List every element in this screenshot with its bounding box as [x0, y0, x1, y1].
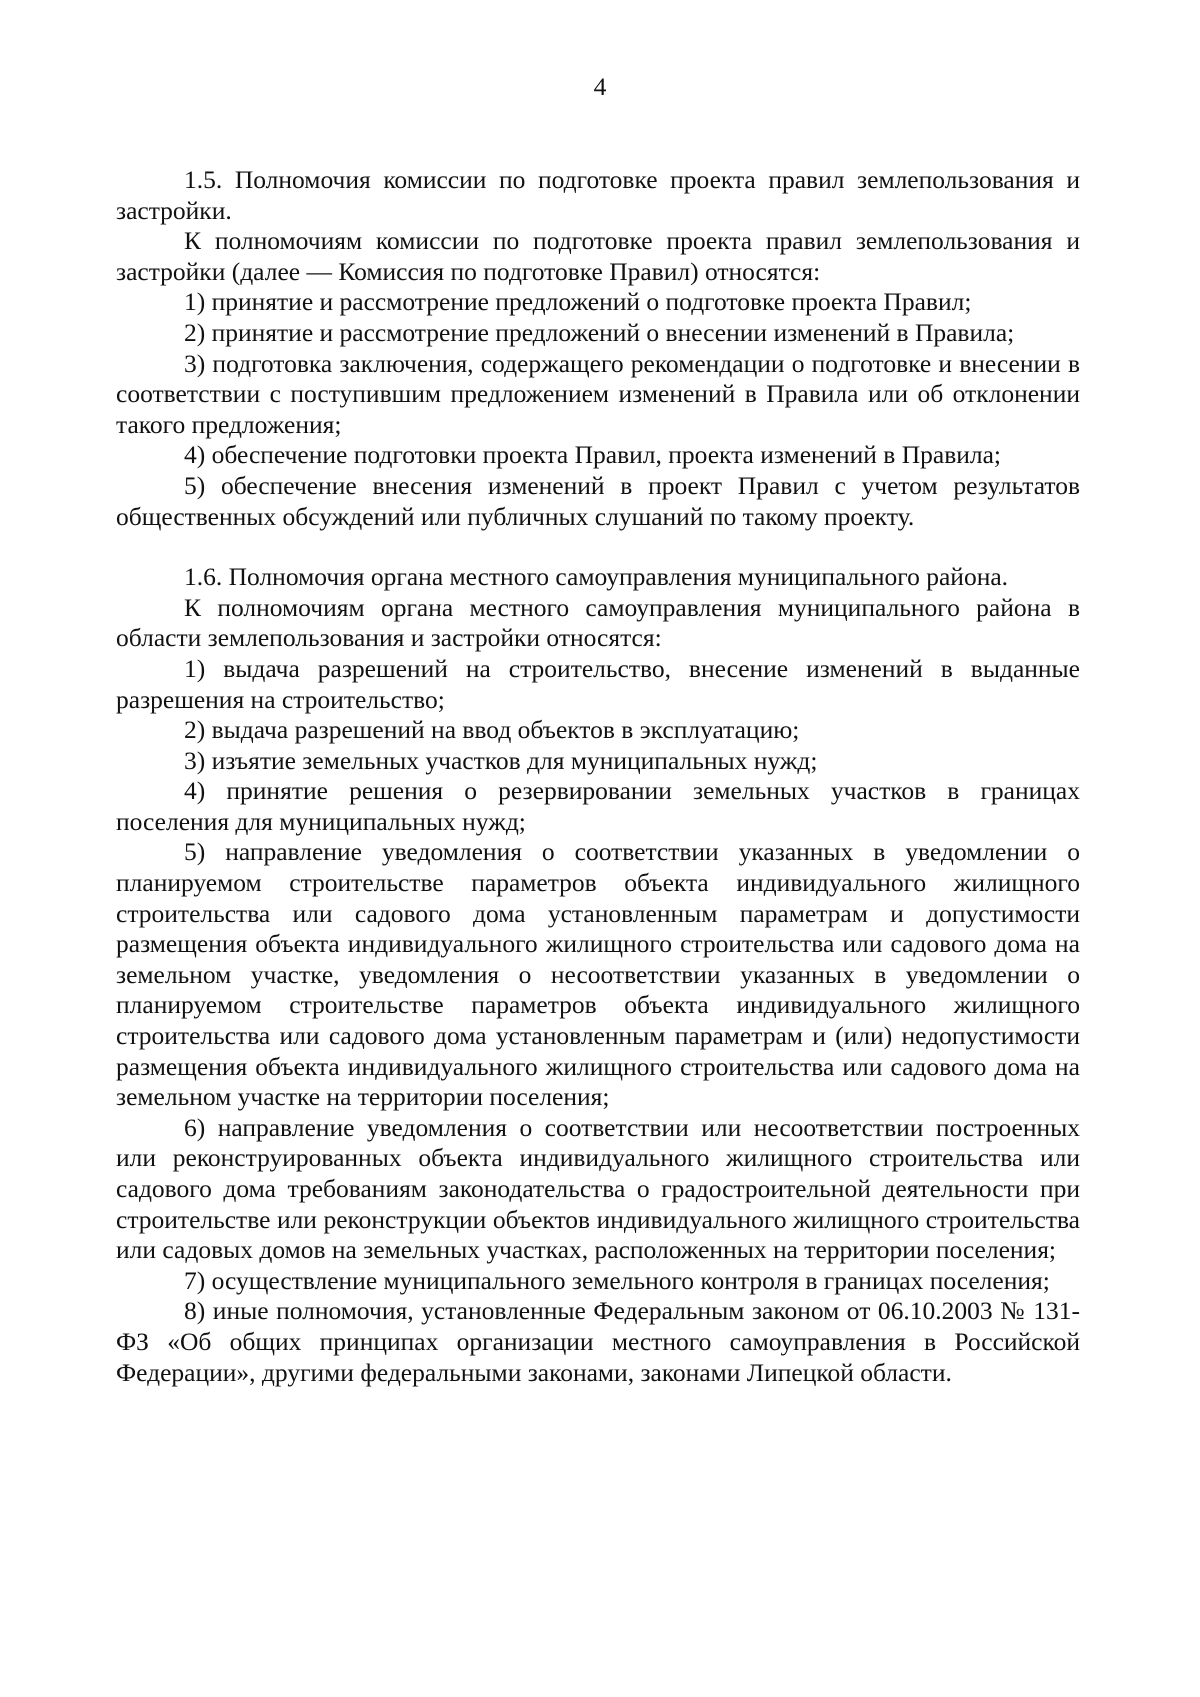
list-item: 2) принятие и рассмотрение предложений о внесении изменений в Правила;	[184, 317, 1015, 347]
document-body	[116, 165, 1080, 1388]
list-item: 7) осуществление муниципального земельного контроля в границах поселения;	[184, 1265, 1050, 1295]
section-heading: 1.5. Полномочия комиссии по подготовке проекта правил землепользования и застройки.	[116, 165, 1080, 225]
list-item: 3) подготовка заключения, содержащего рекомендации о подготовке и внесении в соответствии с поступившим предложением изменений в Правила или об отклонении такого предложения;	[116, 348, 1080, 439]
list-item: 5) обеспечение внесения изменений в проект Правил с учетом результатов общественных обсуждений или публичных слушаний по такому проекту.	[116, 470, 1080, 531]
page-number: 4	[593, 72, 607, 101]
list-item: 1) принятие и рассмотрение предложений о подготовке проекта Правил;	[184, 287, 972, 317]
list-item: 2) выдача разрешений на ввод объектов в эксплуатацию;	[184, 715, 800, 745]
list-item: 1) выдача разрешений на строительство, внесение изменений в выданные разрешения на строительство;	[116, 653, 1080, 714]
section-intro: К полномочиям органа местного самоуправления муниципального района в области землепользования и застройки относятся:	[116, 592, 1080, 653]
section-1-6	[116, 562, 1080, 1388]
list-item: 4) принятие решения о резервировании земельных участков в границах поселения для муниципальных нужд;	[116, 776, 1080, 836]
list-item: 5) направление уведомления о соответствии указанных в уведомлении о планируемом строительстве параметров объекта индивидуального жилищного строительства или садового дома установленным параметрам и допустимости размещения объекта индивидуального жилищного строительства или садового дома на земельном участке, уведомления о несоответствии указанных в уведомлении о планируемом строительстве параметров объекта индивидуального жилищного строительства или садового дома установленным параметрам и (или) недопустимости размещения объекта индивидуального жилищного строительства или садового дома на земельном участке на территории поселения;	[116, 837, 1080, 1112]
list-item: 4) обеспечение подготовки проекта Правил, проекта изменений в Правила;	[184, 440, 1002, 470]
list-item: 3) изъятие земельных участков для муниципальных нужд;	[184, 745, 818, 775]
section-1-5	[116, 165, 1080, 532]
list-item: 8) иные полномочия, установленные Федеральным законом от 06.10.2003 № 131-ФЗ «Об общих принципах организации местного самоуправления в Российской Федерации», другими федеральными законами, законами Липецкой области.	[116, 1296, 1080, 1387]
list-item: 6) направление уведомления о соответствии или несоответствии построенных или реконструированных объекта индивидуального жилищного строительства или садового дома требованиям законодательства о градостроительной деятельности при строительстве или реконструкции объектов индивидуального жилищного строительства или садовых домов на земельных участках, расположенных на территории поселения;	[116, 1112, 1080, 1265]
section-heading: 1.6. Полномочия органа местного самоуправления муниципального района.	[184, 562, 1009, 592]
section-intro: К полномочиям комиссии по подготовке проекта правил землепользования и застройки (далее — Комиссия по подготовке Правил) относятся:	[116, 226, 1080, 286]
